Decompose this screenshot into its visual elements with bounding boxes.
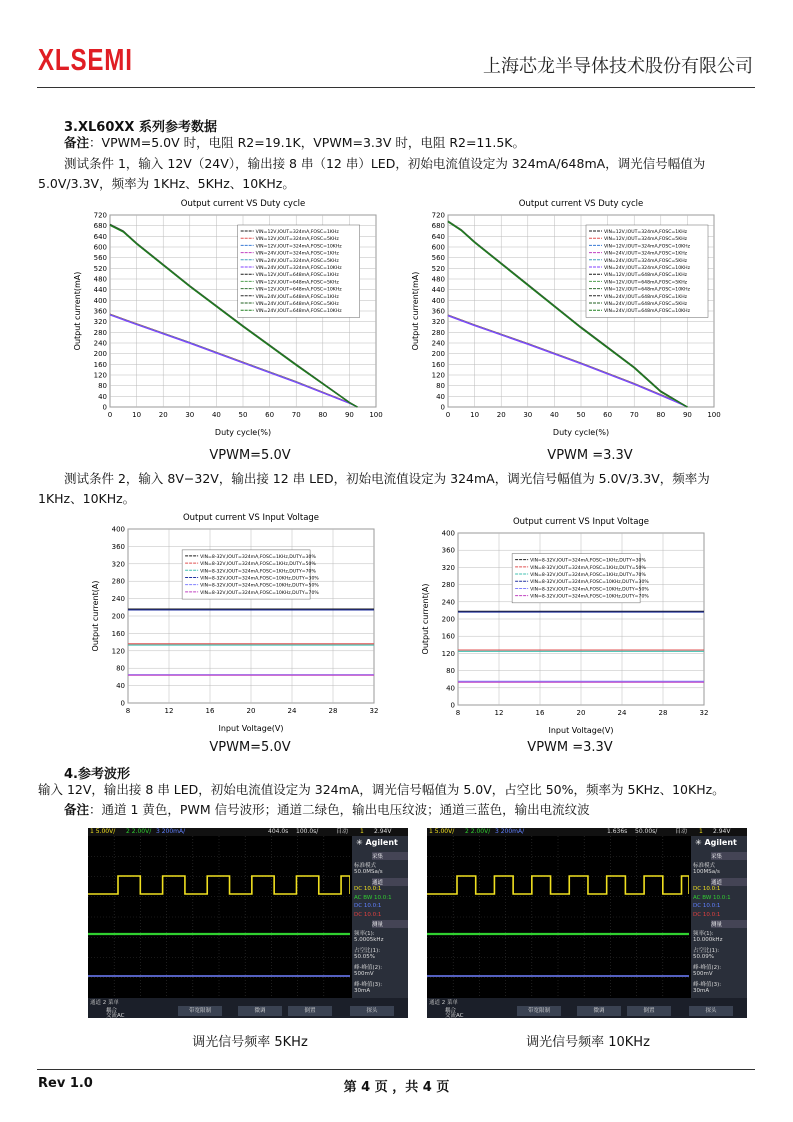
chart-input-voltage-3v3: [418, 511, 718, 741]
scope-top-label: 404.0s: [268, 828, 289, 835]
brand-label: ✳ Agilent: [695, 838, 737, 847]
panel-text: 占空比(1):: [693, 947, 720, 954]
chart-duty-cycle-3v3: [408, 193, 728, 443]
panel-text: 通道: [711, 878, 747, 886]
panel-text: AC BW 10.0:1: [693, 894, 731, 901]
x-tick-label: 32: [369, 707, 379, 715]
legend-entry: VIN=8-32V,IOUT=324mA,FOSC=1KHz,DUTY=30%: [530, 558, 646, 564]
legend-entry: VIN=24V,IOUT=324mA,FOSC=5KHz: [255, 258, 339, 264]
y-tick-label: 0: [450, 701, 455, 710]
x-tick-label: 70: [629, 411, 639, 419]
panel-text: 30mA: [693, 988, 710, 994]
softkey-menu-title: 通道 2 菜单: [90, 1000, 119, 1006]
legend-entry: VIN=8-32V,IOUT=324mA,FOSC=10KHz,DUTY=50%: [200, 583, 319, 589]
legend-entry: VIN=24V,IOUT=648mA,FOSC=10KHz: [255, 309, 342, 315]
legend-entry: VIN=8-32V,IOUT=324mA,FOSC=1KHz,DUTY=50%: [530, 565, 646, 571]
scope-top-label: 1 5.00V/: [90, 828, 116, 835]
panel-text: 占空比(1):: [354, 947, 381, 954]
y-tick-label: 240: [93, 339, 107, 348]
panel-text: DC 10.0:1: [693, 903, 721, 909]
x-tick-label: 32: [699, 709, 709, 717]
scope-softkey-bar: [427, 998, 747, 1018]
softkey-button: 倒置: [288, 1006, 332, 1016]
legend-entry: VIN=12V,IOUT=648mA,FOSC=1KHz: [604, 273, 688, 279]
panel-text: 采集: [372, 852, 408, 860]
softkey-button: 倒置: [627, 1006, 671, 1016]
scope-top-label: 1 5.00V/: [429, 828, 455, 835]
y-tick-label: 320: [93, 318, 107, 327]
y-tick-label: 200: [441, 615, 455, 624]
y-tick-label: 400: [111, 525, 125, 534]
caption-chart-3: VPWM=5.0V: [209, 740, 291, 755]
y-tick-label: 240: [441, 598, 455, 607]
page-number: 第 4 页 ，共 4 页: [343, 1080, 450, 1095]
oscilloscope-5khz: [88, 828, 408, 1018]
panel-text: DC 10.0:1: [354, 886, 382, 892]
y-tick-label: 640: [93, 232, 107, 241]
y-tick-label: 40: [116, 682, 125, 691]
panel-text: 峰-峰值(2):: [354, 964, 383, 971]
y-tick-label: 600: [431, 243, 445, 252]
y-tick-label: 40: [436, 392, 445, 401]
y-tick-label: 200: [111, 612, 125, 621]
x-axis-label: Input Voltage(V): [218, 724, 284, 733]
panel-text: DC 10.0:1: [693, 886, 721, 892]
scope-top-label: 1: [360, 828, 364, 835]
softkey-coupling: 耦合: [445, 1008, 457, 1014]
y-tick-label: 80: [98, 382, 107, 391]
x-tick-label: 12: [164, 707, 174, 715]
legend: [586, 225, 708, 317]
x-tick-label: 90: [344, 411, 354, 419]
y-tick-label: 360: [431, 307, 445, 316]
scope-top-label: 3 200mA/: [495, 828, 525, 835]
x-tick-label: 60: [265, 411, 275, 419]
softkey-button: 微调: [577, 1006, 621, 1016]
caption-scope-1: 调光信号频率 5KHz: [192, 1035, 308, 1050]
panel-text: 100MSa/s: [693, 869, 720, 875]
x-tick-label: 100: [369, 411, 383, 419]
chart-title: Output current VS Input Voltage: [512, 517, 650, 527]
panel-text: 30mA: [354, 988, 371, 994]
scope-top-label: 50.00s/: [635, 828, 658, 835]
legend-entry: VIN=12V,IOUT=648mA,FOSC=5KHz: [604, 280, 688, 286]
section-4-note: [64, 800, 590, 820]
panel-text: 标准模式: [693, 862, 716, 869]
panel-text: 频率(1):: [693, 930, 714, 937]
x-tick-label: 50: [238, 411, 248, 419]
panel-text: 5.0005kHz: [354, 937, 384, 943]
softkey-button: 探头: [689, 1006, 733, 1016]
brand-label: ✳ Agilent: [356, 838, 398, 847]
y-tick-label: 80: [436, 382, 445, 391]
softkey-coupling: 耦合: [106, 1008, 118, 1014]
y-tick-label: 160: [431, 360, 445, 369]
legend: [512, 554, 649, 603]
x-tick-label: 10: [470, 411, 480, 419]
chart-duty-cycle-5v: [70, 193, 390, 443]
x-tick-label: 28: [328, 707, 338, 715]
softkey-button: 带宽限制: [178, 1006, 222, 1016]
y-tick-label: 120: [441, 649, 455, 658]
scope-graticule: [427, 836, 689, 998]
x-tick-label: 24: [617, 709, 627, 717]
condition-2-line-2: 1KHz、10KHz。: [38, 491, 136, 506]
y-tick-label: 440: [431, 286, 445, 295]
panel-text: 峰-峰值(3):: [354, 981, 383, 988]
legend-entry: VIN=12V,IOUT=324mA,FOSC=10KHz: [255, 244, 342, 250]
y-tick-label: 160: [111, 629, 125, 638]
y-axis-label: Output current(A): [91, 580, 100, 652]
legend-entry: VIN=12V,IOUT=648mA,FOSC=1KHz: [255, 273, 339, 279]
y-tick-label: 80: [446, 667, 455, 676]
panel-text: 50.09%: [693, 954, 714, 960]
x-tick-label: 40: [549, 411, 559, 419]
scope-softkey-bar: [88, 998, 408, 1018]
y-tick-label: 160: [441, 632, 455, 641]
legend-entry: VIN=12V,IOUT=324mA,FOSC=10KHz: [604, 244, 691, 250]
legend-entry: VIN=8-32V,IOUT=324mA,FOSC=1KHz,DUTY=30%: [200, 554, 316, 560]
note-label-2: 备注: [64, 802, 90, 817]
x-tick-label: 20: [246, 707, 256, 715]
scope-top-label: 2.94V: [374, 828, 392, 835]
legend: [238, 225, 360, 317]
x-tick-label: 16: [535, 709, 545, 717]
y-tick-label: 520: [431, 264, 445, 273]
y-tick-label: 480: [431, 275, 445, 284]
legend-entry: VIN=12V,IOUT=648mA,FOSC=10KHz: [255, 287, 342, 293]
x-tick-label: 10: [132, 411, 142, 419]
chart-title: Output current VS Input Voltage: [182, 513, 320, 523]
legend-entry: VIN=8-32V,IOUT=324mA,FOSC=1KHz,DUTY=70%: [200, 569, 316, 575]
scope-top-label: 自动: [336, 828, 349, 835]
softkey-coupling-value: 交流AC: [445, 1013, 464, 1018]
note-text: ：VPWM=5.0V 时，电阻 R2=19.1K，VPWM=3.3V 时，电阻 R2=11.5K。: [89, 135, 525, 150]
x-tick-label: 90: [682, 411, 692, 419]
y-tick-label: 560: [431, 254, 445, 263]
softkey-button: 微调: [238, 1006, 282, 1016]
legend-entry: VIN=8-32V,IOUT=324mA,FOSC=10KHz,DUTY=30%: [200, 576, 319, 582]
scope-top-label: 1.636s: [607, 828, 628, 835]
panel-text: DC 10.0:1: [354, 903, 382, 909]
condition-1-line-2: 5.0V/3.3V，频率为 1KHz、5KHz、10KHz。: [38, 176, 295, 191]
panel-text: 测量: [711, 920, 747, 928]
x-tick-label: 40: [211, 411, 221, 419]
y-tick-label: 400: [93, 296, 107, 305]
y-tick-label: 280: [431, 328, 445, 337]
softkey-button: 探头: [350, 1006, 394, 1016]
y-tick-label: 400: [431, 296, 445, 305]
caption-chart-2: VPWM =3.3V: [547, 448, 633, 463]
scope-top-label: 2.94V: [713, 828, 731, 835]
scope-top-label: 1: [699, 828, 703, 835]
legend-entry: VIN=24V,IOUT=324mA,FOSC=10KHz: [604, 266, 691, 271]
y-tick-label: 320: [431, 318, 445, 327]
caption-chart-1: VPWM=5.0V: [209, 448, 291, 463]
legend-entry: VIN=24V,IOUT=324mA,FOSC=1KHz: [255, 251, 339, 257]
revision: Rev 1.0: [38, 1076, 93, 1091]
x-tick-label: 50: [576, 411, 586, 419]
y-tick-label: 280: [111, 577, 125, 586]
scope-top-label: 2 2.00V/: [126, 828, 152, 835]
y-axis-label: Output current(mA): [73, 271, 82, 351]
y-tick-label: 680: [431, 222, 445, 231]
y-tick-label: 720: [431, 211, 445, 220]
y-tick-label: 40: [446, 684, 455, 693]
scope-side-panel: [691, 836, 747, 998]
legend-entry: VIN=24V,IOUT=648mA,FOSC=1KHz: [255, 294, 339, 300]
legend-entry: VIN=24V,IOUT=648mA,FOSC=10KHz: [604, 309, 691, 315]
scope-top-bar: [88, 828, 408, 836]
scope-graticule: [88, 836, 350, 998]
y-tick-label: 80: [116, 664, 125, 673]
section-3-title: 3.XL60XX 系列参考数据: [64, 120, 217, 135]
x-tick-label: 28: [658, 709, 668, 717]
x-tick-label: 100: [707, 411, 721, 419]
condition-1-line-1: 测试条件 1，输入 12V（24V），输出接 8 串（12 串）LED，初始电流值设定为 324mA/648mA，调光信号幅值为: [64, 156, 706, 171]
scope-side-panel: [352, 836, 408, 998]
legend-entry: VIN=8-32V,IOUT=324mA,FOSC=10KHz,DUTY=50%: [530, 587, 649, 593]
caption-chart-4: VPWM =3.3V: [527, 740, 613, 755]
header-rule: [37, 87, 755, 88]
y-tick-label: 600: [93, 243, 107, 252]
panel-text: 通道: [372, 878, 408, 886]
panel-text: 峰-峰值(3):: [693, 981, 722, 988]
x-tick-label: 8: [125, 707, 131, 715]
panel-text: AC BW 10.0:1: [354, 894, 392, 901]
y-tick-label: 560: [93, 254, 107, 263]
x-tick-label: 30: [185, 411, 195, 419]
y-tick-label: 160: [93, 360, 107, 369]
legend-entry: VIN=24V,IOUT=648mA,FOSC=5KHz: [255, 302, 339, 307]
y-tick-label: 640: [431, 232, 445, 241]
panel-text: 500mV: [693, 971, 713, 977]
legend: [182, 550, 319, 599]
softkey-button: 带宽限制: [517, 1006, 561, 1016]
y-axis-label: Output current(mA): [411, 271, 420, 351]
section-3-note: [64, 133, 525, 153]
y-tick-label: 360: [111, 542, 125, 551]
softkey-coupling-value: 交流AC: [106, 1013, 125, 1018]
legend-entry: VIN=8-32V,IOUT=324mA,FOSC=10KHz,DUTY=70%: [530, 594, 649, 600]
legend-entry: VIN=12V,IOUT=648mA,FOSC=5KHz: [255, 280, 339, 286]
oscilloscope-10khz: [427, 828, 747, 1018]
note-label: 备注: [64, 135, 90, 150]
y-tick-label: 120: [93, 371, 107, 380]
legend-entry: VIN=24V,IOUT=648mA,FOSC=5KHz: [604, 302, 688, 307]
legend-entry: VIN=8-32V,IOUT=324mA,FOSC=1KHz,DUTY=50%: [200, 562, 316, 568]
legend-entry: VIN=12V,IOUT=324mA,FOSC=1KHz: [604, 230, 688, 235]
company-logo: XLSEMI: [38, 42, 133, 77]
y-tick-label: 720: [93, 211, 107, 220]
y-tick-label: 0: [440, 403, 445, 412]
company-name: 上海芯龙半导体技术股份有限公司: [483, 56, 753, 77]
y-tick-label: 0: [102, 403, 107, 412]
panel-text: 50.0MSa/s: [354, 869, 383, 875]
legend-entry: VIN=8-32V,IOUT=324mA,FOSC=10KHz,DUTY=30%: [530, 580, 649, 586]
x-tick-label: 8: [455, 709, 461, 717]
scope-top-bar: [427, 828, 747, 836]
x-axis-label: Input Voltage(V): [548, 726, 614, 735]
y-tick-label: 680: [93, 222, 107, 231]
y-tick-label: 0: [120, 699, 125, 708]
legend-entry: VIN=12V,IOUT=648mA,FOSC=10KHz: [604, 287, 691, 293]
x-axis-label: Duty cycle(%): [214, 428, 272, 437]
scope-top-label: 2 2.00V/: [465, 828, 491, 835]
section-4-title: 4.参考波形: [64, 767, 130, 782]
chart-title: Output current VS Duty cycle: [180, 199, 306, 209]
x-tick-label: 20: [496, 411, 506, 419]
panel-text: DC 10.0:1: [354, 911, 382, 918]
panel-text: 50.05%: [354, 954, 375, 960]
legend-entry: VIN=12V,IOUT=324mA,FOSC=5KHz: [604, 237, 688, 243]
y-axis-label: Output current(A): [421, 583, 430, 655]
scope-top-label: 100.0s/: [296, 828, 319, 835]
chart-title: Output current VS Duty cycle: [518, 199, 644, 209]
legend-entry: VIN=8-32V,IOUT=324mA,FOSC=10KHz,DUTY=70%: [200, 590, 319, 596]
y-tick-label: 280: [93, 328, 107, 337]
x-tick-label: 16: [205, 707, 215, 715]
y-tick-label: 280: [441, 581, 455, 590]
legend-entry: VIN=24V,IOUT=324mA,FOSC=10KHz: [255, 266, 342, 271]
x-tick-label: 0: [107, 411, 113, 419]
section-4-line-1: 输入 12V，输出接 8 串 LED，初始电流值设定为 324mA，调光信号幅值为 5.0V，占空比 50%，频率为 5KHz、10KHz。: [38, 782, 725, 797]
y-tick-label: 360: [93, 307, 107, 316]
legend-entry: VIN=12V,IOUT=324mA,FOSC=1KHz: [255, 230, 339, 235]
y-tick-label: 200: [93, 350, 107, 359]
y-tick-label: 360: [441, 546, 455, 555]
legend-entry: VIN=8-32V,IOUT=324mA,FOSC=1KHz,DUTY=70%: [530, 573, 646, 579]
condition-2-line-1: 测试条件 2，输入 8V−32V，输出接 12 串 LED，初始电流值设定为 324mA，调光信号幅值为 5.0V/3.3V，频率为: [64, 471, 710, 486]
caption-scope-2: 调光信号频率 10KHz: [526, 1035, 650, 1050]
panel-text: DC 10.0:1: [693, 911, 721, 918]
scope-top-label: 3 200mA/: [156, 828, 186, 835]
x-tick-label: 20: [576, 709, 586, 717]
y-tick-label: 40: [98, 392, 107, 401]
footer-rule: [37, 1069, 755, 1070]
x-tick-label: 24: [287, 707, 297, 715]
y-tick-label: 520: [93, 264, 107, 273]
x-tick-label: 20: [158, 411, 168, 419]
legend-entry: VIN=12V,IOUT=324mA,FOSC=5KHz: [255, 237, 339, 243]
panel-text: 峰-峰值(2):: [693, 964, 722, 971]
legend-entry: VIN=24V,IOUT=324mA,FOSC=1KHz: [604, 251, 688, 257]
note-text-2: ：通道 1 黄色，PWM 信号波形；通道二绿色，输出电压纹波；通道三蓝色，输出电流纹波: [89, 802, 590, 817]
y-tick-label: 400: [441, 529, 455, 538]
y-tick-label: 200: [431, 350, 445, 359]
panel-text: 标准模式: [354, 862, 377, 869]
x-axis-label: Duty cycle(%): [552, 428, 610, 437]
y-tick-label: 480: [93, 275, 107, 284]
softkey-menu-title: 通道 2 菜单: [429, 1000, 458, 1006]
panel-text: 500mV: [354, 971, 374, 977]
x-tick-label: 80: [318, 411, 328, 419]
y-tick-label: 120: [431, 371, 445, 380]
legend-entry: VIN=24V,IOUT=324mA,FOSC=5KHz: [604, 258, 688, 264]
x-tick-label: 12: [494, 709, 504, 717]
panel-text: 采集: [711, 852, 747, 860]
panel-text: 10.000kHz: [693, 937, 723, 943]
x-tick-label: 30: [523, 411, 533, 419]
y-tick-label: 240: [111, 595, 125, 604]
y-tick-label: 240: [431, 339, 445, 348]
x-tick-label: 70: [291, 411, 301, 419]
panel-text: 频率(1):: [354, 930, 375, 937]
legend-entry: VIN=24V,IOUT=648mA,FOSC=1KHz: [604, 294, 688, 300]
y-tick-label: 320: [111, 560, 125, 569]
y-tick-label: 320: [441, 563, 455, 572]
chart-input-voltage-5v: [88, 507, 388, 739]
y-tick-label: 440: [93, 286, 107, 295]
x-tick-label: 0: [445, 411, 451, 419]
panel-text: 测量: [372, 920, 408, 928]
x-tick-label: 80: [656, 411, 666, 419]
x-tick-label: 60: [603, 411, 613, 419]
y-tick-label: 120: [111, 647, 125, 656]
scope-top-label: 自动: [675, 828, 688, 835]
